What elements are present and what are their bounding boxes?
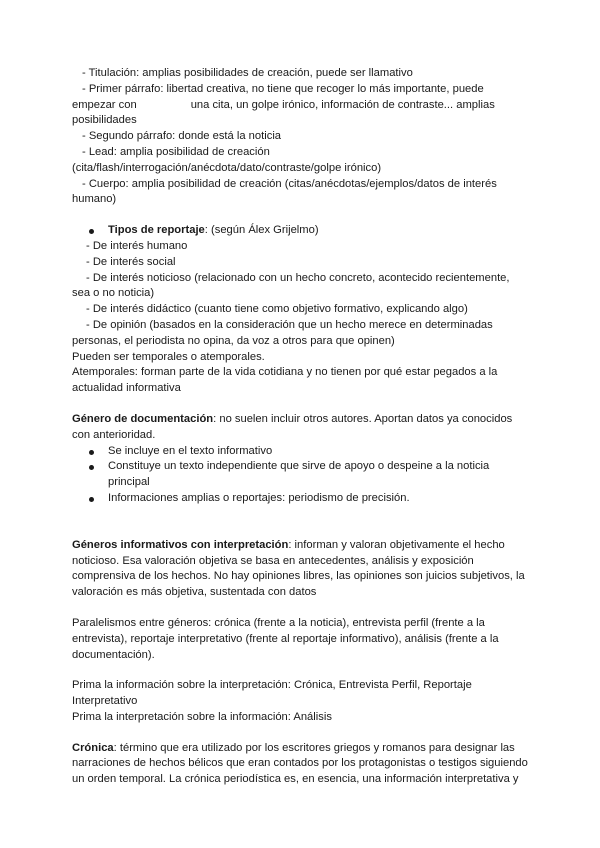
documentacion-cont: con anterioridad. <box>72 428 156 441</box>
documentacion-heading: Género de documentación: no suelen incluir otros autores. Aportan datos ya conocidos <box>72 412 513 425</box>
paralelismos-line: documentación). <box>72 648 155 661</box>
titulacion-line: - Titulación: amplias posibilidades de creación, puede ser llamativo <box>82 67 413 79</box>
primer-parrafo-line: - Primer párrafo: libertad creativa, no tiene que recoger lo más importante, puede <box>82 82 484 95</box>
reportaje-item: - De interés didáctico (cuanto tiene como objetivo formativo, explicando algo) <box>86 303 468 316</box>
documentacion-bullet: Constituye un texto independiente que sirve de apoyo o despeine a la noticia <box>72 459 528 475</box>
temporales-line: Pueden ser temporales o atemporales. <box>72 350 265 363</box>
documentacion-bullet: Se incluye en el texto informativo <box>72 444 528 460</box>
reportaje-item: - De interés humano <box>86 239 188 252</box>
lead-line: - Lead: amplia posibilidad de creación <box>82 145 270 158</box>
reportaje-item-cont: personas, el periodista no opina, da voz a otros para que opinen) <box>72 334 395 347</box>
documentacion-bullet-cont: principal <box>108 476 150 489</box>
interpretacion-heading: Géneros informativos con interpretación: informan y valoran objetivamente el hecho <box>72 538 505 551</box>
interpretacion-line: comprensiva de los hechos. No hay opiniones libres, las opiniones son juicios subjetivos, la <box>72 570 525 583</box>
paralelismos-line: entrevista), reportaje interpretativo (frente al reportaje informativo), análisis (frente a la <box>72 632 499 645</box>
atemporales-cont: actualidad informativa <box>72 382 181 395</box>
interpretacion-line: noticioso. Esa valoración objetiva se basa en antecedentes, análisis y exposición <box>72 554 474 567</box>
interpretacion-line: valoración es más objetiva, sustentada con datos <box>72 586 317 599</box>
tipos-reportaje-bullet: Tipos de reportaje: (según Álex Grijelmo) <box>72 223 528 239</box>
cronica-line: un orden temporal. La crónica periodística es, en esencia, una información interpretativa y <box>72 773 519 786</box>
reportaje-item-cont: sea o no noticia) <box>72 287 155 300</box>
prima-line: Interpretativo <box>72 695 138 708</box>
documentacion-bullet: Informaciones amplias o reportajes: periodismo de precisión. <box>72 491 528 507</box>
reportaje-item: - De opinión (basados en la consideración que un hecho merece en determinadas <box>86 318 493 331</box>
document-page <box>72 66 528 788</box>
bullet-icon <box>89 465 94 470</box>
primer-parrafo-cont: empezar con una cita, un golpe irónico, información de contraste... amplias <box>72 98 495 111</box>
reportaje-item: - De interés social <box>86 255 176 268</box>
paralelismos-line: Paralelismos entre géneros: crónica (frente a la noticia), entrevista perfil (frente a la <box>72 616 485 629</box>
bullet-icon <box>89 450 94 455</box>
cronica-heading: Crónica: término que era utilizado por los escritores griegos y romanos para designar las <box>72 741 515 754</box>
bullet-icon <box>89 229 94 234</box>
cuerpo-line: - Cuerpo: amplia posibilidad de creación (citas/anécdotas/ejemplos/datos de interés <box>82 177 497 190</box>
segundo-parrafo-line: - Segundo párrafo: donde está la noticia <box>82 130 282 143</box>
cronica-line: narraciones de hechos bélicos que eran contados por los protagonistas o testigos siguiendo <box>72 757 528 770</box>
prima-line: Prima la interpretación sobre la información: Análisis <box>72 710 332 723</box>
reportaje-item: - De interés noticioso (relacionado con un hecho concreto, acontecido recientemente, <box>86 271 510 284</box>
primer-parrafo-end: posibilidades <box>72 114 137 127</box>
cuerpo-cont: humano) <box>72 193 117 206</box>
lead-cont: (cita/flash/interrogación/anécdota/dato/contraste/golpe irónico) <box>72 161 382 174</box>
bullet-icon <box>89 497 94 502</box>
atemporales-line: Atemporales: forman parte de la vida cotidiana y no tienen por qué estar pegados a la <box>72 366 498 379</box>
prima-line: Prima la información sobre la interpretación: Crónica, Entrevista Perfil, Reportaje <box>72 679 472 692</box>
